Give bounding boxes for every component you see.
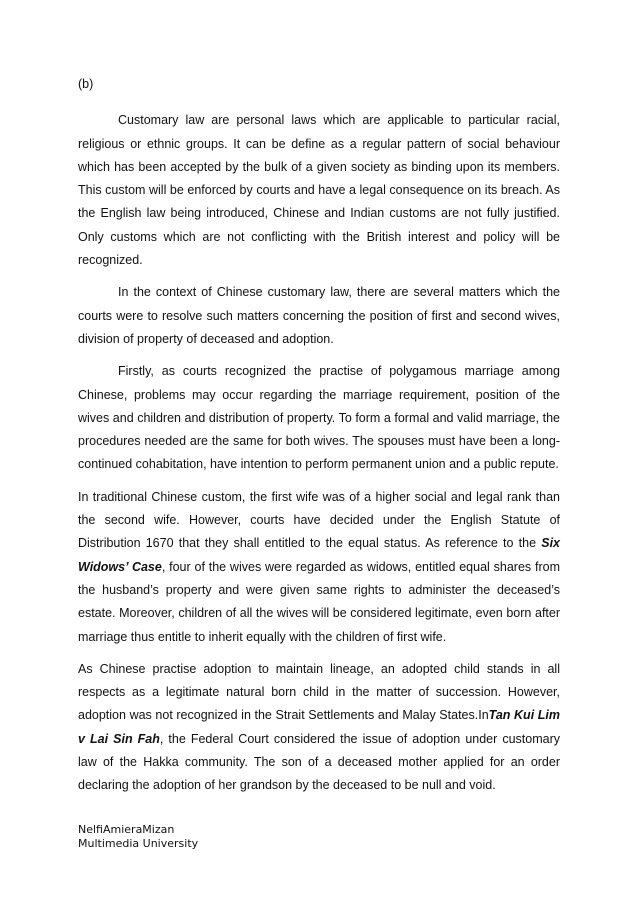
body-content bbox=[78, 73, 560, 807]
paragraph-text: , four of the wives were regarded as widows, entitled equal shares from the husband’s property and were given same rights to administer the deceased’s estate. Moreover, children of all the wives will be considered legitimate, even born after marriage thus entitle to inherit equally with the children of first wife. bbox=[78, 559, 560, 644]
case-citation: Six Widows’ Case bbox=[78, 536, 560, 574]
case-citation: Tan Kui Lim v Lai Sin Fah bbox=[78, 708, 560, 746]
footer-institution: Multimedia University bbox=[78, 837, 199, 850]
paragraph-text: In traditional Chinese custom, the first wife was of a higher social and legal rank than the second wife. However, courts have decided under the English Statute of Distribution 1670 that they shall entitled to the equal status. As reference to the bbox=[78, 489, 560, 551]
footer-author: NelfiAmieraMizan bbox=[78, 823, 175, 836]
paragraph-text: , the Federal Court considered the issue of adoption under customary law of the Hakka community. The son of a deceased mother applied for an order declaring the adoption of her grandson by the deceased to be null and void. bbox=[78, 731, 560, 793]
paragraph-wives-status bbox=[78, 486, 560, 649]
paragraph-text: As Chinese practise adoption to maintain lineage, an adopted child stands in all respects as a legitimate natural born child in the matter of succession. However, adoption was not recognized in the Strait Settlements and Malay States.In bbox=[78, 661, 560, 723]
paragraph-customary-law: Customary law are personal laws which are applicable to particular racial, religious or ethnic groups. It can be define as a regular pattern of social behaviour which has been accepted by the bulk of a given society as binding upon its members. This custom will be enforced by courts and have a legal consequence on its breach. As the English law being introduced, Chinese and Indian customs are not fully justified. Only customs which are not conflicting with the British interest and policy will be recognized. bbox=[78, 113, 560, 268]
page-footer bbox=[78, 823, 198, 851]
paragraph-adoption bbox=[78, 658, 560, 798]
paragraph-chinese-context: In the context of Chinese customary law, there are several matters which the courts were to resolve such matters concerning the position of first and second wives, division of property of deceased and adoption. bbox=[78, 285, 560, 346]
section-label: (b) bbox=[78, 77, 94, 91]
paragraph-polygamous-marriage: Firstly, as courts recognized the practise of polygamous marriage among Chinese, problems may occur regarding the marriage requirement, position of the wives and children and distribution of property. To form a formal and valid marriage, the procedures needed are the same for both wives. The spouses must have been a long-continued cohabitation, have intention to perform permanent union and a public repute. bbox=[78, 364, 560, 472]
